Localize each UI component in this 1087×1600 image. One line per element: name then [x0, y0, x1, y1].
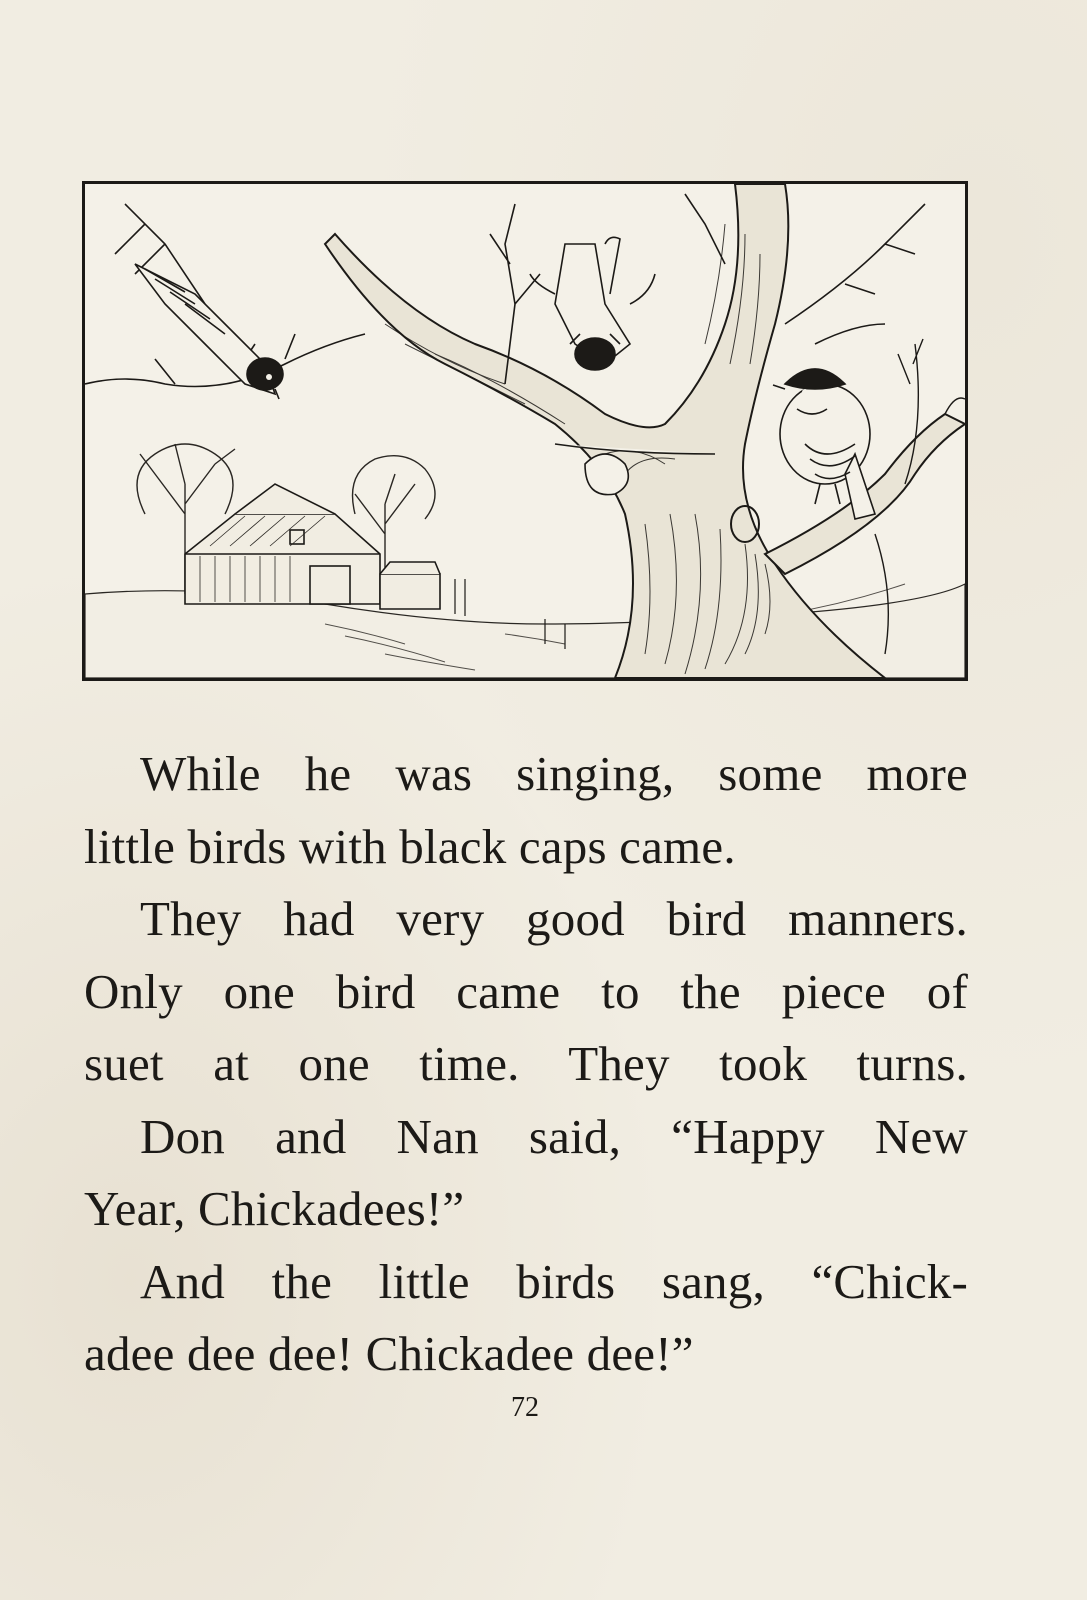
- story-text: [84, 738, 968, 1391]
- story-line: They had very good bird manners.: [140, 891, 968, 946]
- story-line: suet at one time. They took turns.: [84, 1036, 968, 1091]
- story-line: Only one bird came to the piece of: [84, 963, 968, 1019]
- tree-birds-barn-drawing: [85, 184, 965, 678]
- page-number: 72: [511, 1392, 539, 1423]
- story-line: And the little birds sang, “Chick-: [140, 1253, 968, 1309]
- chickadee-illustration: [82, 181, 968, 681]
- story-line: Don and Nan said, “Happy New: [140, 1108, 968, 1164]
- story-line: While he was singing, some more: [140, 746, 968, 801]
- story-line: Year, Chickadees!”: [84, 1181, 465, 1236]
- story-line: little birds with black caps came.: [84, 818, 736, 874]
- story-line: adee dee dee! Chickadee dee!”: [84, 1326, 694, 1381]
